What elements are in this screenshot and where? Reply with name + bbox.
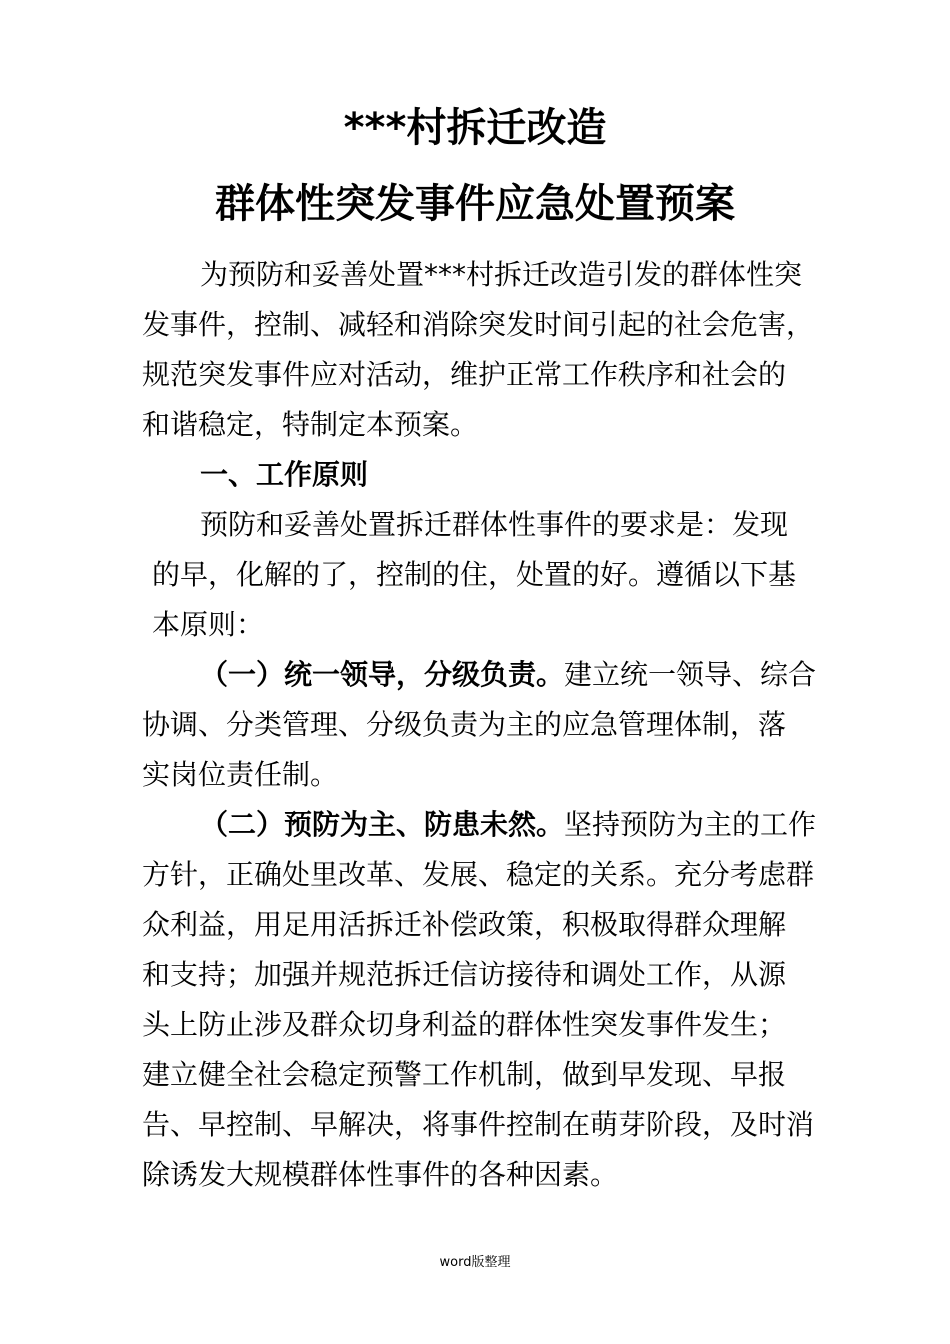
- paragraph-line: [142, 800, 832, 850]
- intro-line: 规范突发事件应对活动，维护正常工作秩序和社会的: [142, 358, 787, 391]
- principle-item-2-heading: （二）预防为主、防患未然。: [200, 808, 565, 841]
- paragraph-text: 建立统一领导、综合: [564, 658, 817, 691]
- principle-item-2: [142, 800, 832, 1200]
- paragraph-line: [142, 650, 832, 700]
- page-footer: word版整理: [439, 1255, 511, 1270]
- paragraph-line: 建立健全社会稳定预警工作机制，做到早发现、早报: [142, 1058, 787, 1091]
- intro-paragraph: [142, 250, 832, 450]
- paragraph-line: 本原则：: [152, 608, 265, 641]
- paragraph-line: 除诱发大规模群体性事件的各种因素。: [142, 1158, 619, 1191]
- paragraph-text: 坚持预防为主的工作: [564, 808, 817, 841]
- paragraph-line: 众利益，用足用活拆迁补偿政策，积极取得群众理解: [142, 908, 787, 941]
- principle-item-1: [142, 650, 832, 800]
- paragraph-line: 方针，正确处里改革、发展、稳定的关系。充分考虑群: [142, 858, 815, 891]
- paragraph-line: 和支持；加强并规范拆迁信访接待和调处工作，从源: [142, 958, 787, 991]
- section-heading: 一、工作原则: [200, 458, 369, 491]
- document-title-line-1: ***村拆迁改造: [343, 105, 607, 151]
- paragraph-line: 头上防止涉及群众切身利益的群体性突发事件发生；: [142, 1008, 787, 1041]
- intro-line: 发事件，控制、减轻和消除突发时间引起的社会危害，: [142, 308, 815, 341]
- paragraph-line: 预防和妥善处置拆迁群体性事件的要求是：发现: [200, 508, 789, 541]
- principle-intro-paragraph: [142, 500, 832, 650]
- document-title-line-2: 群体性突发事件应急处置预案: [215, 181, 735, 227]
- principle-item-1-heading: （一）统一领导，分级负责。: [200, 658, 565, 691]
- paragraph-line: 实岗位责任制。: [142, 758, 339, 791]
- intro-line: 为预防和妥善处置***村拆迁改造引发的群体性突: [200, 258, 803, 291]
- paragraph-line: 告、早控制、早解决，将事件控制在萌芽阶段，及时消: [142, 1108, 815, 1141]
- intro-line: 和谐稳定，特制定本预案。: [142, 408, 479, 441]
- paragraph-line: 协调、分类管理、分级负责为主的应急管理体制，落: [142, 708, 787, 741]
- paragraph-line: 的早，化解的了，控制的住，处置的好。遵循以下基: [152, 558, 797, 591]
